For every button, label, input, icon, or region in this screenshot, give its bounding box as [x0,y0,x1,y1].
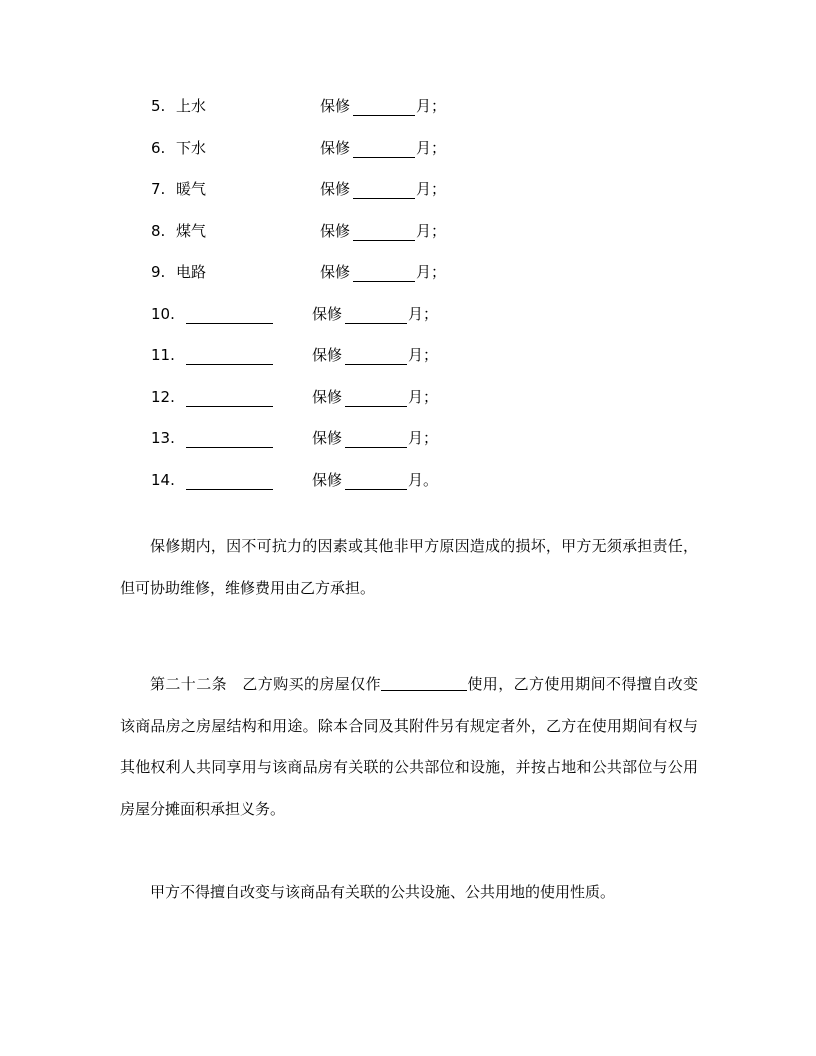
months-blank [345,354,407,365]
months-unit: 月； [416,222,447,240]
warranty-label: 保修 [312,471,343,489]
warranty-label: 保修 [312,305,343,323]
months-unit: 月； [408,346,439,364]
months-blank [345,437,407,448]
months-unit: 月； [416,97,447,115]
item-name-blank [186,437,273,448]
months-unit: 月； [416,139,447,157]
months-blank [345,313,407,324]
warranty-label: 保修 [320,222,351,240]
item-name: 煤气 [176,222,207,240]
item-number: 7. [151,180,166,198]
warranty-label: 保修 [320,97,351,115]
item-name-blank [186,479,273,490]
warranty-label: 保修 [312,388,343,406]
months-unit: 月； [416,180,447,198]
months-blank [353,105,415,116]
usage-blank [381,675,467,691]
months-unit: 月； [408,388,439,406]
force-majeure-paragraph: 保修期内，因不可抗力的因素或其他非甲方原因造成的损坏，甲方无须承担责任，但可协助维修，维修费用由乙方承担。 [120,537,698,597]
item-number: 9. [151,263,166,281]
warranty-label: 保修 [320,139,351,157]
item-number: 5. [151,97,166,115]
months-unit: 月； [408,305,439,323]
item-number: 12. [151,388,175,406]
warranty-label: 保修 [312,346,343,364]
months-unit: 月； [408,429,439,447]
article-22-prefix: 第二十二条 乙方购买的房屋仅作 [150,675,381,693]
item-number: 6. [151,139,166,157]
item-name-blank [186,396,273,407]
months-blank [353,271,415,282]
months-blank [345,479,407,490]
item-number: 8. [151,222,166,240]
item-name: 上水 [176,97,207,115]
item-number: 13. [151,429,175,447]
item-number: 10. [151,305,175,323]
warranty-label: 保修 [312,429,343,447]
item-name: 下水 [176,139,207,157]
months-blank [353,188,415,199]
months-unit: 月。 [408,471,439,489]
article-22-paragraph [120,664,698,830]
item-number: 11. [151,346,175,364]
item-name: 暖气 [176,180,207,198]
item-name-blank [186,313,273,324]
public-facilities-paragraph: 甲方不得擅自改变与该商品有关联的公共设施、公共用地的使用性质。 [150,883,616,901]
months-blank [353,147,415,158]
warranty-label: 保修 [320,180,351,198]
months-blank [353,230,415,241]
item-name-blank [186,354,273,365]
warranty-label: 保修 [320,263,351,281]
months-unit: 月； [416,263,447,281]
item-name: 电路 [176,263,207,281]
item-number: 14. [151,471,175,489]
article-22-text: 使用，乙方使用期间不得擅自改变该商品房之房屋结构和用途。除本合同及其附件另有规定者外，乙方在使用期间有权与其他权利人共同享用与该商品房有关联的公共部位和设施，并按占地和公共部位与公用房屋分摊面积承担义务。 [120,675,698,818]
months-blank [345,396,407,407]
